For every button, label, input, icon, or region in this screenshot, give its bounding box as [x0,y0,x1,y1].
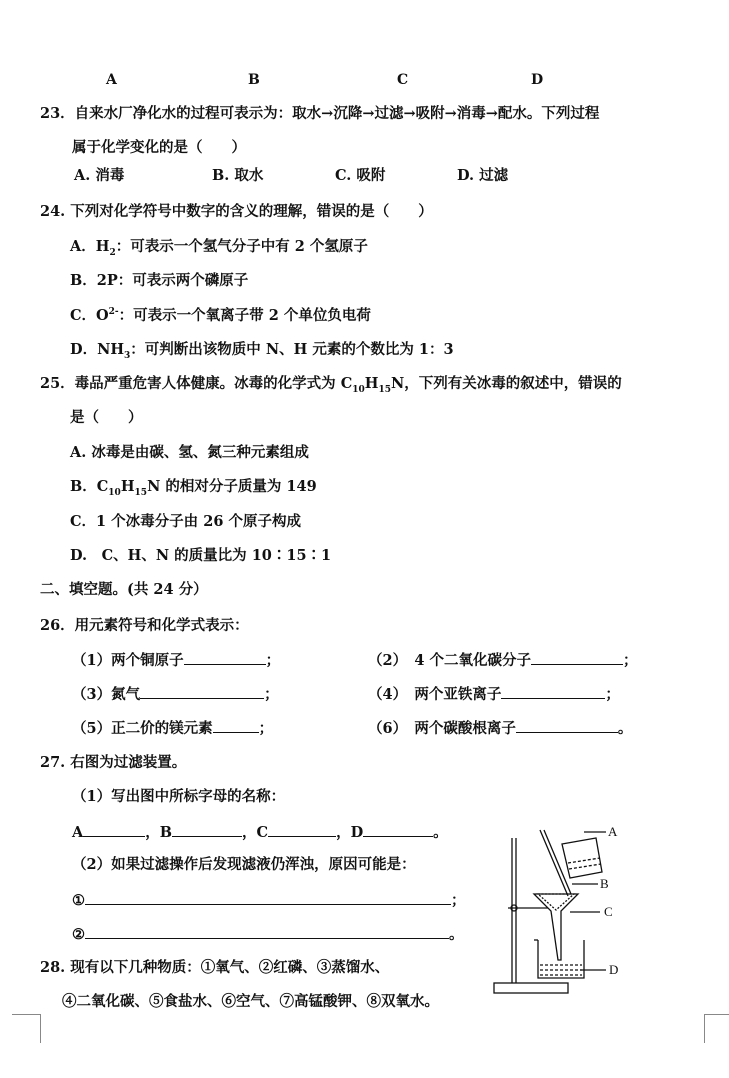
answer-blank[interactable] [268,822,336,837]
choice-label-d: D [531,72,544,88]
q26-item-5: （5）正二价的镁元素 ； [72,720,274,737]
q26-item-4: （4） 两个亚铁离子 ； [368,686,620,703]
q27-sub2: （2）如果过滤操作后发现滤液仍浑浊，原因可能是： [72,856,416,873]
q24-option-a: A．$H_2$：可表示一个氢气分子中有 2 个氢原子 [70,238,368,258]
q25-stem-line1: 25．毒品严重危害人体健康。冰毒的化学式为 $C_{10}H_{15}N$，下列有关冰毒的叙述中，错误的 [40,375,622,395]
q24-option-b: B．2P：可表示两个磷原子 [70,272,249,289]
choice-label-a: A [106,72,117,88]
q26-item-1: （1）两个铜原子 ； [72,652,281,669]
q27-sub1: （1）写出图中所标字母的名称： [72,788,286,805]
q24-option-d: D．$NH_3$：可判断出该物质中 N、H 元素的个数比为 1：3 [70,341,454,361]
q25-option-b: B．$C_{10}H_{15}N$ 的相对分子质量为 149 [70,478,317,498]
funnel [534,894,578,960]
answer-blank[interactable] [184,650,266,665]
q27-reason-1: ① ； [72,892,466,909]
answer-blank[interactable] [363,822,433,837]
answer-blank[interactable] [531,650,623,665]
q26-item-6: （6） 两个碳酸根离子 。 [368,720,633,737]
q26-item-2: （2） 4 个二氧化碳分子 ； [368,652,638,669]
q23-option-b: B. 取水 [212,167,264,184]
answer-blank[interactable] [83,822,145,837]
q27-reason-2: ② 。 [72,926,464,943]
q23-option-c: C. 吸附 [335,167,386,184]
q28-stem-line2: ④二氧化碳、⑤食盐水、⑥空气、⑦高锰酸钾、⑧双氧水。 [62,993,439,1010]
q24-stem: 24. 下列对化学符号中数字的含义的理解，错误的是（ ） [40,203,433,220]
answer-blank[interactable] [501,684,605,699]
diagram-label-a: A [608,824,618,839]
page-corner-mark-left [12,1014,41,1043]
q23-option-d: D. 过滤 [457,167,509,184]
q25-option-d: D. C、H、N 的质量比为 10∶15∶1 [70,547,332,564]
section-heading-fill-in: 二、填空题。(共 24 分） [40,581,208,598]
q23-stem-line1: 23．自来水厂净化水的过程可表示为：取水→沉降→过滤→吸附→消毒→配水。下列过程 [40,105,600,122]
q26-item-3: （3）氮气 ； [72,686,279,703]
glass-rod [540,830,568,896]
q25-option-c: C．1 个冰毒分子由 26 个原子构成 [70,513,301,530]
choice-label-b: B [248,72,260,88]
q25-option-a: A. 冰毒是由碳、氢、氮三种元素组成 [70,444,309,461]
page-corner-mark-right [704,1014,729,1043]
answer-blank[interactable] [85,924,449,939]
q23-stem-line2: 属于化学变化的是（ ） [72,139,246,156]
filtration-apparatus-diagram [488,818,638,1003]
q27-name-blanks: A ，B ，C ，D 。 [72,824,448,841]
choice-label-c: C [397,72,409,88]
diagram-label-c: C [604,904,613,919]
q25-stem-line2: 是（ ） [70,409,143,426]
answer-blank[interactable] [516,718,618,733]
q26-stem: 26．用元素符号和化学式表示： [40,617,249,634]
q27-stem: 27. 右图为过滤装置。 [40,754,187,771]
q24-option-c: C．$O^{2-}$：可表示一个氧离子带 2 个单位负电荷 [70,307,371,324]
diagram-label-b: B [600,876,609,891]
answer-blank[interactable] [172,822,242,837]
answer-blank[interactable] [85,890,451,905]
pouring-beaker [562,838,602,878]
diagram-label-d: D [609,962,619,977]
q28-stem-line1: 28. 现有以下几种物质：①氧气、②红磷、③蒸馏水、 [40,959,390,976]
q23-option-a: A. 消毒 [74,167,125,184]
stand-base [494,983,568,993]
answer-blank[interactable] [140,684,264,699]
answer-blank[interactable] [213,718,259,733]
